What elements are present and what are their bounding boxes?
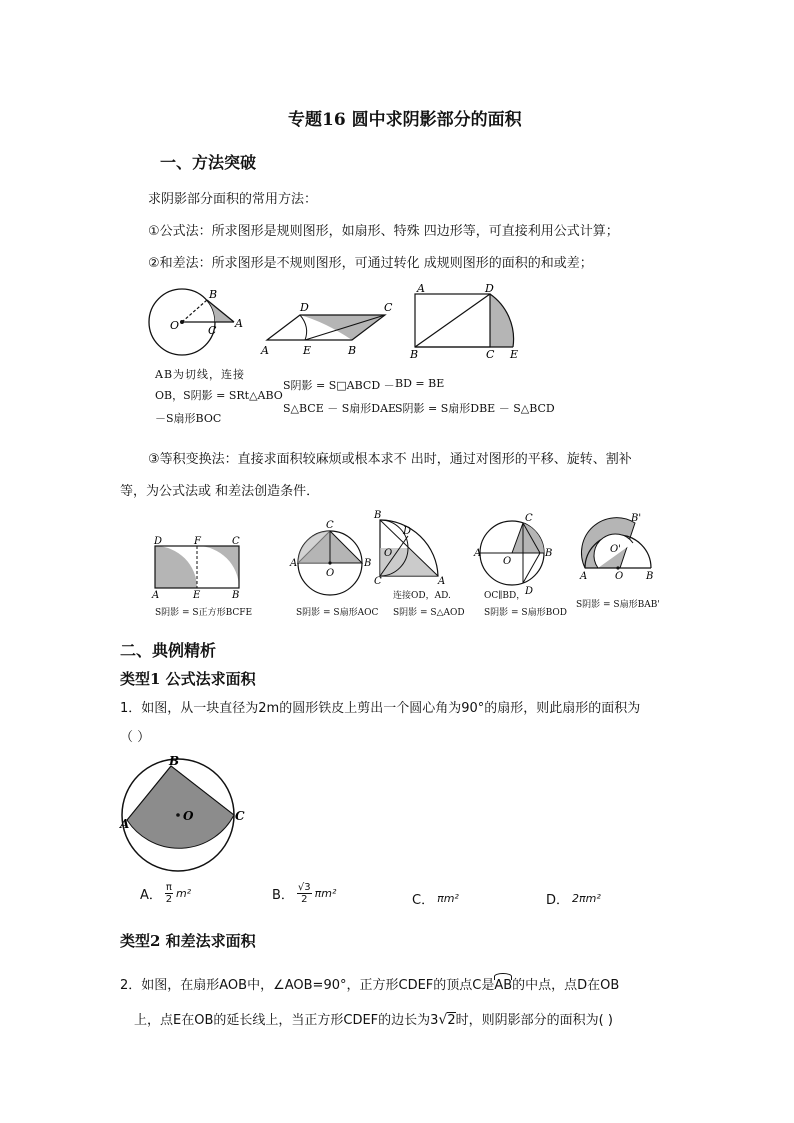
svg-text:O: O bbox=[170, 319, 180, 332]
option-a[interactable]: A． $\frac{\pi}{2}$ m² bbox=[140, 882, 192, 905]
method-sum-diff-text: ②和差法：所求图形是不规则图形，可通过转化 成规则图形的面积的和或差； bbox=[148, 256, 593, 271]
svg-text:A: A bbox=[438, 576, 446, 587]
svg-text:D: D bbox=[300, 301, 309, 314]
caption-square: S阴影 = S正方形BCFE bbox=[155, 608, 253, 618]
svg-text:C: C bbox=[326, 520, 334, 531]
caption-parallel-2: S阴影 = S扇形BOD bbox=[484, 608, 567, 618]
svg-text:E: E bbox=[193, 590, 201, 600]
svg-text:O: O bbox=[326, 568, 335, 579]
question-2-line-1: 2．如图，在扇形AOB中，∠AOB=90°，正方形CDEF的顶点C是AB的中点，点D在OB bbox=[120, 978, 620, 993]
svg-text:A: A bbox=[120, 817, 130, 831]
caption-rotation: S阴影 = S扇形BAB' bbox=[576, 600, 660, 610]
intro-text: 求阴影部分面积的常用方法： bbox=[148, 192, 318, 207]
figures-row-1 bbox=[140, 282, 540, 372]
svg-text:E: E bbox=[303, 344, 312, 357]
svg-text:B: B bbox=[374, 510, 382, 521]
figure-circle-triangle bbox=[289, 520, 371, 595]
section-heading-methods: 一、方法突破 bbox=[160, 153, 257, 172]
question-1-figure bbox=[115, 750, 255, 875]
caption-parallelogram-1: S阴影 = S□ABCD － bbox=[283, 379, 395, 392]
svg-text:B: B bbox=[232, 590, 240, 600]
svg-text:D: D bbox=[403, 526, 412, 537]
method-equal-area-text-2: 等，为公式法或 和差法创造条件． bbox=[120, 484, 320, 499]
svg-text:B: B bbox=[646, 571, 654, 582]
svg-text:D: D bbox=[485, 282, 494, 295]
svg-text:B: B bbox=[410, 348, 419, 361]
question-2-line-2: 上，点E在OB的延长线上，当正方形CDEF的边长为3√2时，则阴影部分的面积为( ) bbox=[134, 1012, 613, 1028]
svg-text:B: B bbox=[209, 288, 218, 301]
svg-text:O: O bbox=[503, 556, 512, 567]
svg-text:C: C bbox=[232, 536, 240, 547]
option-c[interactable]: C． πm² bbox=[412, 892, 459, 908]
caption-quarter-1: 连接OD，AD. bbox=[393, 591, 451, 601]
svg-text:B: B bbox=[364, 558, 372, 569]
svg-text:O': O' bbox=[610, 544, 621, 555]
svg-text:O: O bbox=[384, 548, 393, 559]
svg-text:C: C bbox=[208, 324, 217, 337]
caption-circle-triangle: S阴影 = S扇形AOC bbox=[296, 608, 379, 618]
svg-text:B': B' bbox=[631, 513, 642, 524]
caption-parallelogram-2: S△BCE － S扇形DAE bbox=[283, 402, 397, 415]
option-b[interactable]: B． $\frac{√3}{2}$ πm² bbox=[272, 882, 337, 905]
arc-ab-label: AB bbox=[494, 978, 513, 993]
page-title: 专题16 圆中求阴影部分的面积 bbox=[288, 110, 522, 130]
figure-circle-parallel bbox=[473, 513, 552, 597]
option-d[interactable]: D． 2πm² bbox=[546, 892, 601, 908]
question-1-bracket: （ ） bbox=[120, 730, 151, 745]
section-heading-examples: 二、典例精析 bbox=[120, 641, 217, 660]
svg-text:D: D bbox=[525, 586, 534, 597]
caption-tangent-2: OB，S阴影 = SRt△ABO bbox=[155, 389, 283, 402]
caption-rectangle-1: BD = BE bbox=[395, 377, 445, 390]
svg-text:C: C bbox=[374, 576, 382, 587]
svg-text:B: B bbox=[348, 344, 357, 357]
caption-parallel-1: OC∥BD， bbox=[484, 591, 526, 601]
svg-text:E: E bbox=[510, 348, 519, 361]
figure-rectangle-sector bbox=[409, 282, 518, 361]
svg-text:O: O bbox=[183, 809, 194, 823]
caption-tangent-1: AB为切线，连接 bbox=[155, 368, 246, 381]
svg-text:F: F bbox=[194, 536, 201, 547]
svg-text:C: C bbox=[525, 513, 533, 524]
svg-text:A: A bbox=[261, 344, 269, 357]
method-formula-text: ①公式法：所求图形是规则图形，如扇形、特殊 四边形等，可直接利用公式计算； bbox=[148, 224, 619, 239]
svg-text:C: C bbox=[486, 348, 495, 361]
svg-text:A: A bbox=[580, 571, 588, 582]
figure-semicircle-rotation bbox=[579, 513, 653, 582]
caption-quarter-2: S阴影 = S△AOD bbox=[393, 608, 465, 618]
figure-parallelogram bbox=[260, 301, 393, 357]
figure-quarter-semicircle bbox=[373, 510, 445, 587]
type-1-heading: 类型1 公式法求面积 bbox=[120, 670, 256, 688]
svg-text:B: B bbox=[545, 548, 553, 559]
svg-text:O: O bbox=[615, 571, 624, 582]
svg-text:A: A bbox=[417, 282, 425, 295]
figure-tangent-circle bbox=[149, 288, 243, 355]
svg-text:D: D bbox=[154, 536, 163, 547]
type-2-heading: 类型2 和差法求面积 bbox=[120, 932, 256, 950]
svg-text:B: B bbox=[169, 754, 180, 768]
svg-text:C: C bbox=[235, 809, 245, 823]
method-equal-area-text: ③等积变换法：直接求面积较麻烦或根本求不 出时，通过对图形的平移、旋转、割补 bbox=[148, 452, 632, 467]
svg-text:A: A bbox=[152, 590, 160, 600]
question-1-text: 1．如图，从一块直径为2m的圆形铁皮上剪出一个圆心角为90°的扇形，则此扇形的面积为 bbox=[120, 701, 641, 716]
caption-tangent-3: －S扇形BOC bbox=[155, 412, 222, 425]
caption-rectangle-2: S阴影 = S扇形DBE － S△BCD bbox=[395, 402, 555, 415]
svg-text:A: A bbox=[290, 558, 298, 569]
figures-row-2 bbox=[140, 508, 660, 600]
figure-square-quarter bbox=[151, 536, 240, 600]
svg-text:A: A bbox=[474, 548, 482, 559]
svg-text:A: A bbox=[235, 317, 243, 330]
svg-text:C: C bbox=[384, 301, 393, 314]
